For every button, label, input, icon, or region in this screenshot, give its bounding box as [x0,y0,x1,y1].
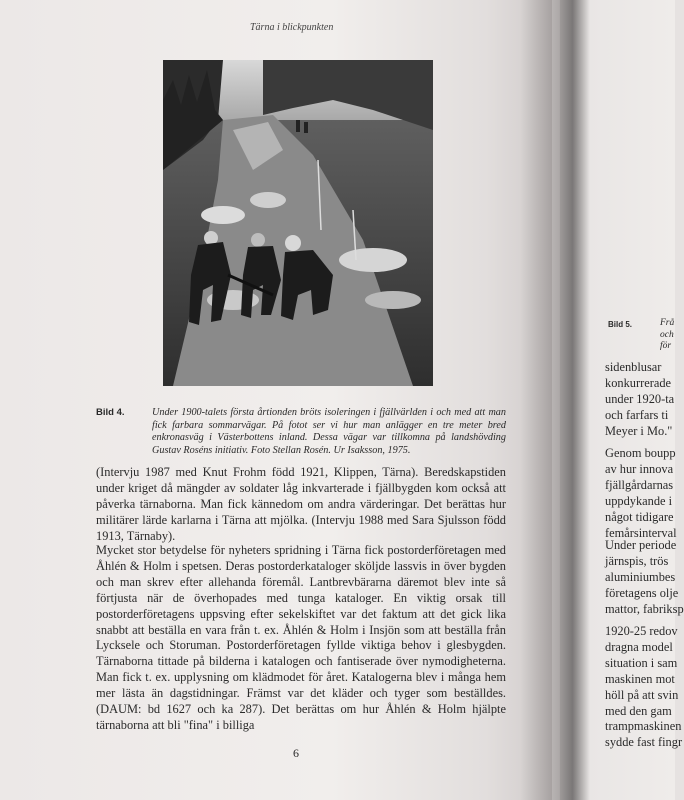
right-page-text-block-2: Genom boupp av hur innova fjällgårdarnas uppdykande i något tidigare femårsinterval [605,446,677,540]
right-page-text-block-1: sidenblusar konkurrerade under 1920-ta och farfars ti Meyer i Mo." [605,360,675,438]
right-figure-caption: Frå och för [660,318,675,351]
figure-caption [96,407,506,457]
body-paragraph-1: (Intervju 1987 med Knut Frohm född 1921, Klippen, Tärna). Beredskapstiden under kriget då mängder av soldater låg inkvarterade i fjällbygden kom också att påverka tärnaborna. Man fick kännedom om andra värderingar. Det berättas hur militärer lärde karlarna i Tärna att mjölka. (Intervju 1988 med Sara Sjulsson född 1913, Tärnaby). [96,465,506,543]
page-number: 6 [293,746,299,760]
body-paragraph-2: Mycket stor betydelse för nyheters spridning i Tärna fick postorderföretagen med Åhlén & Holm i spetsen. Deras postorderkataloger sköljde lassvis in över bygden och man skrev efter allehanda föremål. Lantbrevbärarna däremot blev inte så förtjusta när de överhopades med tunga kataloger. En viktig orsak till postorderföretagens uppsving efter sekelskiftet var det faktum att det gick lika snabbt att beställa en vara från t. ex. Åhlén & Holm i Insjön som att beställa från Lycksele och Storuman. Postorderföretagen fyllde viktiga behov i glesbygden. Tärnaborna tittade på bilderna i katalogen och fantiserade över nymodigheterna. Man fick t. ex. upplysning om klädmodet för året. Katalogerna blev i många hem mer lästa än dagstidningar. Främst var det kläder och tyger som beställdes. (DAUM: bd 1627 och ka 287). Det berättas om hur Åhlén & Holm hjälpte tärnaborna att bli "fina" i billiga [96,543,506,732]
figure-caption-text: Under 1900-talets första årtionden bröts isoleringen i fjällvärlden i och med att man fick farbara sommarvägar. På fotot ser vi hur man anlägger en tre meter bred enkronasväg i Västerbottens inland. Dessa vägar var tillkomna på landshövding Gustav Roséns initiativ. Foto Stellan Rosén. Ur Isaksson, 1975. [152,407,506,456]
book-gutter-shadow [520,0,590,800]
right-figure-label: Bild 5. [608,320,633,329]
right-page-text-block-3: Under periode järnspis, trös aluminiumbes företagens olje mattor, fabriksp [605,538,684,616]
road-construction-photo [163,60,433,386]
running-head: Tärna i blickpunkten [250,22,334,33]
figure-label: Bild 4. [96,407,125,418]
right-page-text-block-4: 1920-25 redov dragna model situation i sam maskinen mot höll på att svin med den gam trampmaskinen sydde fast fingr [605,624,683,750]
